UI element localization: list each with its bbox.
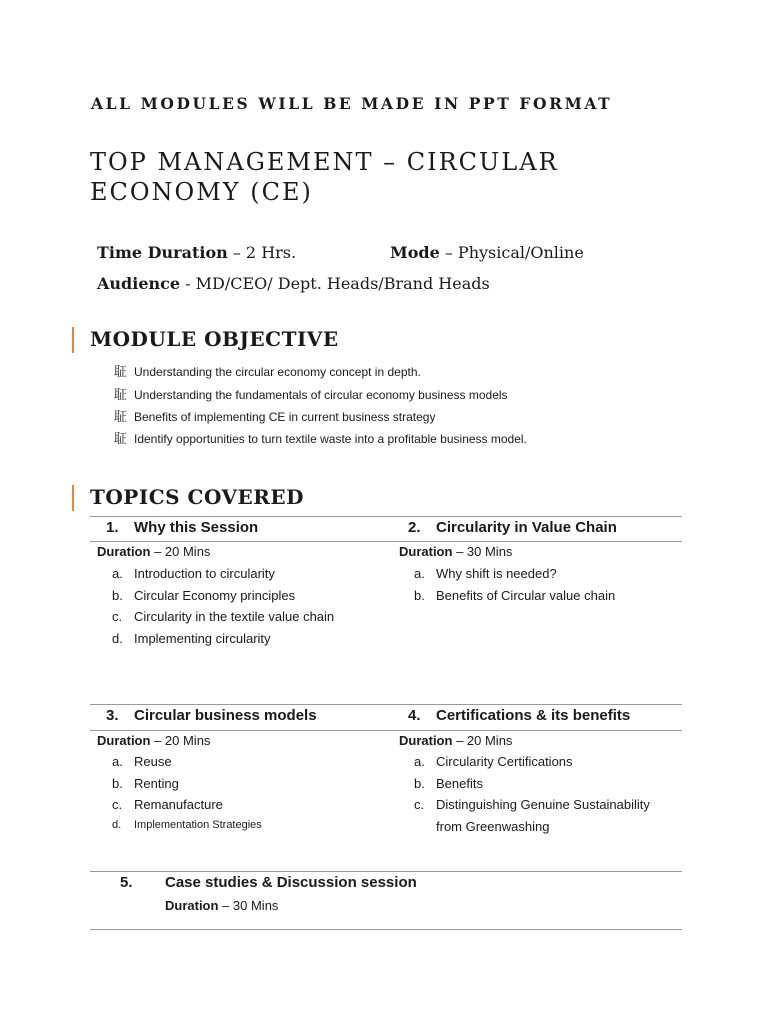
session-number: 3. [106, 707, 119, 724]
session-title-text: Why this Session [134, 519, 259, 536]
list-item: c. Circularity in the textile value chain [112, 609, 335, 624]
mode [390, 243, 584, 262]
mode-value: – Physical/Online [439, 243, 584, 262]
session-number: 4. [408, 707, 421, 724]
session-duration [399, 733, 512, 748]
list-item: b. Benefits of Circular value chain [414, 588, 616, 603]
session-duration [399, 544, 512, 559]
audience-label: Audience [97, 274, 181, 293]
session-number: 2. [408, 519, 421, 536]
list-item: c. Distinguishing Genuine Sustainability [414, 797, 650, 812]
duration-label: Duration [165, 898, 219, 913]
session-title [106, 519, 258, 536]
session-title [408, 707, 630, 724]
topics-heading: TOPICS COVERED [90, 485, 304, 509]
session-title-text: Circular business models [134, 707, 317, 724]
audience-value: - MD/CEO/ Dept. Heads/Brand Heads [180, 274, 490, 293]
objective-item [114, 406, 435, 425]
table-divider [90, 704, 682, 705]
session-number: 1. [106, 519, 119, 536]
objective-item [114, 384, 508, 403]
session-title [106, 707, 317, 724]
list-item: d. Implementation Strategies [112, 819, 262, 831]
session-title-text: Circularity in Value Chain [436, 519, 617, 536]
session-duration [97, 544, 210, 559]
audience [97, 274, 490, 293]
duration-label: Duration [97, 544, 151, 559]
session-number: 5. [120, 874, 133, 891]
table-divider [90, 541, 682, 542]
list-item: d. Implementing circularity [112, 631, 271, 646]
document-title: TOP MANAGEMENT – CIRCULAR ECONOMY (CE) [90, 148, 559, 206]
objective-item-text: Benefits of implementing CE in current business strategy [134, 410, 436, 424]
list-item: a. Reuse [112, 754, 172, 769]
bullet-icon: 聇 [114, 410, 128, 425]
notice-heading: ALL MODULES WILL BE MADE IN PPT FORMAT [91, 94, 613, 113]
table-divider [90, 929, 682, 930]
table-divider [90, 871, 682, 872]
section-accent-bar [72, 327, 74, 353]
duration-label: Duration [399, 733, 453, 748]
objective-item [114, 361, 421, 380]
objective-item [114, 428, 527, 447]
duration-value: – 20 Mins [150, 733, 211, 748]
table-divider [90, 730, 682, 731]
list-item: c. Remanufacture [112, 797, 223, 812]
list-item: a. Circularity Certifications [414, 754, 573, 769]
time-duration [97, 243, 296, 262]
session-duration [97, 733, 210, 748]
duration-value: – 20 Mins [452, 733, 513, 748]
session-title-text: Case studies & Discussion session [165, 874, 417, 891]
objective-item-text: Identify opportunities to turn textile waste into a profitable business model. [134, 432, 527, 446]
bullet-icon: 聇 [114, 388, 128, 403]
session-title [120, 874, 417, 891]
session-duration [165, 898, 278, 913]
section-accent-bar [72, 485, 74, 511]
duration-label: Duration [97, 733, 151, 748]
list-item: b. Renting [112, 776, 179, 791]
duration-value: – 30 Mins [218, 898, 279, 913]
duration-label: Duration [399, 544, 453, 559]
list-item: a. Why shift is needed? [414, 566, 557, 581]
time-duration-label: Time Duration [97, 243, 228, 262]
mode-label: Mode [390, 243, 440, 262]
duration-value: – 20 Mins [150, 544, 211, 559]
duration-value: – 30 Mins [452, 544, 513, 559]
objective-item-text: Understanding the circular economy concept in depth. [134, 365, 421, 379]
objective-heading: MODULE OBJECTIVE [90, 327, 339, 351]
time-duration-value: – 2 Hrs. [227, 243, 297, 262]
objective-item-text: Understanding the fundamentals of circular economy business models [134, 388, 508, 402]
bullet-icon: 聇 [114, 432, 128, 447]
list-item: b. Benefits [414, 776, 483, 791]
list-item: from Greenwashing [436, 819, 550, 834]
list-item: b. Circular Economy principles [112, 588, 296, 603]
session-title [408, 519, 617, 536]
table-divider [90, 516, 682, 517]
session-title-text: Certifications & its benefits [436, 707, 631, 724]
list-item: a. Introduction to circularity [112, 566, 275, 581]
bullet-icon: 聇 [114, 365, 128, 380]
